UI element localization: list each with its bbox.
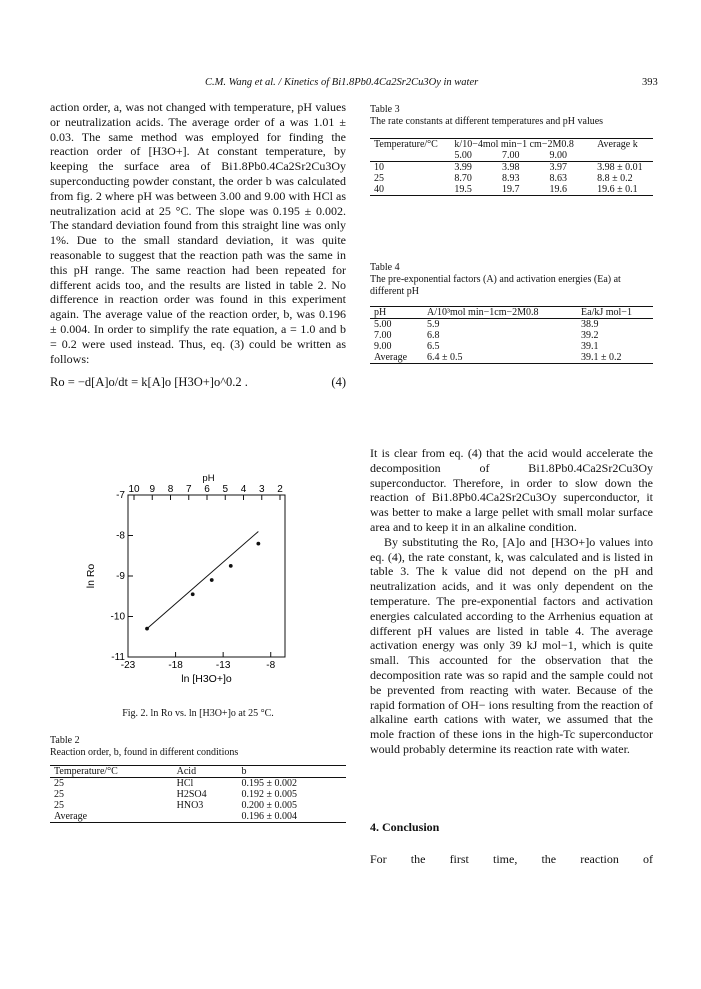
x-tick-label: -8 (266, 660, 276, 671)
table-cell: 25 (54, 789, 64, 800)
table-cell: 39.1 ± 0.2 (577, 352, 653, 364)
data-point (229, 564, 233, 568)
table-cell: Average (50, 811, 173, 823)
table-row (50, 800, 346, 811)
right-column (370, 446, 653, 757)
table-row (370, 319, 653, 331)
table-title: The rate constants at different temperatures and pH values (370, 116, 604, 127)
table-cell: 19.6 (546, 184, 594, 196)
table-cell: 25 (54, 800, 64, 811)
word: time, (493, 852, 518, 866)
table-cell: 39.2 (581, 330, 599, 341)
plot-frame (128, 495, 285, 657)
table-cell: 25 (374, 173, 384, 184)
table-cell: 10 (370, 162, 450, 174)
table-label: Table 4 (370, 262, 400, 273)
table-cell: 19.6 ± 0.1 (593, 184, 653, 196)
top-tick-label: 7 (185, 484, 192, 495)
table-cell: 0.196 ± 0.004 (238, 811, 346, 823)
table-cell: 6.5 (427, 341, 440, 352)
table-cell: Average (370, 352, 423, 364)
table-cell (370, 150, 450, 162)
data-point (191, 592, 195, 596)
word: the (541, 852, 557, 866)
table-cell: 5.00 (370, 319, 423, 331)
y-tick-label: -11 (111, 652, 125, 663)
y-tick-label: -9 (116, 571, 125, 582)
top-axis-label: pH (202, 473, 215, 484)
equation-4 (50, 375, 346, 390)
data-point (210, 578, 214, 582)
table-header-row (370, 307, 653, 319)
table-header-row (50, 766, 346, 778)
data-point (256, 542, 260, 546)
y-tick-label: -7 (116, 490, 125, 501)
table-cell: 5.9 (423, 319, 577, 331)
table-cell: 19.7 (498, 184, 546, 196)
table-cell: 3.97 (546, 162, 594, 174)
left-column (50, 100, 346, 366)
column-header: pH (370, 307, 423, 319)
chart-svg (80, 467, 300, 703)
column-header: Ea/kJ mol−1 (577, 307, 653, 319)
column-header: Average k (593, 139, 653, 151)
x-tick-label: -18 (168, 660, 183, 671)
table-cell: 8.63 (549, 173, 568, 184)
top-tick-label: 8 (167, 484, 174, 495)
running-title: C.M. Wang et al. / Kinetics of Bi1.8Pb0.4Ca2Sr2Cu3Oy in water (205, 77, 479, 88)
table-4 (370, 262, 653, 364)
section-heading: 4. Conclusion (370, 820, 440, 834)
ph-value: 5.00 (454, 150, 472, 161)
body-paragraph: action order, a, was not changed with temperature, pH values or neutralization acids. The average order of a was 1.01 ± 0.03. The same method was employed for finding the reaction order of [H3O+]. At constant temperature, by keeping the surface area of Bi1.8Pb0.4Ca2Sr2Cu3Oy superconducting powder constant, the order b was calculated from fig. 2 where pH was between 3.00 and 9.00 with HCl as neutralization acid at 25 °C. The slope was 0.195 ± 0.002. The standard deviation found from this straight line was only 1%. Due to the small standard deviation, it was quite reasonable to suggest that the reaction path was the same in this pH range. The same reaction had been repeated for different acids too, and the results are listed in table 2. No difference in reaction order was found in this experiment again. The average value of the reaction order, b, was 0.196 ± 0.004. In order to simplify the rate equation, a = 1.0 and b = 0.2 were used instead. Thus, eq. (3) could be written as follows: (50, 100, 346, 366)
word: reaction (580, 852, 619, 866)
figure-2 (80, 467, 300, 703)
column-header: Acid (173, 766, 238, 778)
y-tick-label: -8 (116, 530, 125, 542)
page-number: 393 (642, 77, 658, 88)
table-cell: 39.1 (581, 341, 599, 352)
table-cell: 38.9 (577, 319, 653, 331)
top-tick-label: 10 (128, 484, 140, 495)
table-row (50, 811, 346, 823)
table-cell: 8.70 (454, 173, 472, 184)
table-label: Table 2 (50, 735, 80, 746)
table-3 (370, 104, 653, 196)
table-cell: HNO3 (176, 800, 204, 811)
table (370, 306, 653, 364)
equation-number: (4) (331, 375, 346, 389)
table-cell (173, 811, 238, 823)
table-cell: 19.5 (450, 184, 498, 196)
column-header: Temperature/°C (370, 139, 450, 151)
table-row (370, 341, 653, 352)
table-title: Reaction order, b, found in different conditions (50, 747, 239, 758)
top-tick-label: 4 (240, 484, 247, 495)
column-header: k/10−4mol min−1 cm−2M0.8 (450, 139, 593, 151)
table-row (370, 162, 653, 174)
word: For (370, 852, 387, 866)
ph-value: 9.00 (549, 150, 568, 161)
ph-value: 7.00 (501, 150, 520, 161)
table-cell: 3.98 ± 0.01 (593, 162, 653, 174)
body-paragraph: It is clear from eq. (4) that the acid would accelerate the decomposition of Bi1.8Pb0.4Ca2Sr2Cu3Oy superconductor. Therefore, in order to slow down the reaction of Bi1.8Pb0.4Ca2Sr2Cu3Oy superconductor, it was better to make a large pellet with small molar surface area and to keep it in an alkaline condition. (370, 446, 653, 534)
x-tick-label: -13 (215, 660, 231, 671)
table-cell: 0.192 ± 0.005 (241, 789, 298, 800)
table-title: The pre-exponential factors (A) and activation energies (Ea) at different pH (370, 274, 621, 297)
last-line (370, 852, 653, 867)
top-tick-label: 6 (204, 484, 210, 495)
x-axis-label: ln [H3O+]o (181, 673, 232, 685)
top-tick-label: 2 (277, 484, 283, 495)
y-axis-label: ln Ro (85, 563, 97, 589)
column-header: b (238, 766, 346, 778)
table-cell: 40 (370, 184, 450, 196)
table-row (370, 184, 653, 196)
body-paragraph: By substituting the Ro, [A]o and [H3O+]o values into eq. (4), the rate constant, k, was calculated and is listed in table 3. The k value did not depend on the pH and neutralization acids, and it was only dependent on the temperature. The pre-exponential factors and activation energies calculated according to the Arrhenius equation at different pH values are listed in table 4. The average activation energy was only 39 kJ mol−1, which is quite small. This accounted for the observation that the decomposition rate was so rapid and the sample could not be prevented from reacting with water. Because of the rapid formation of OH− ions resulting from the reaction of alkaline earth cations with water, we assumed that the mole fraction of these ions in the high-Tc superconductor would probably determine its reaction rate with water. (370, 534, 653, 756)
table-cell: 3.98 (498, 162, 546, 174)
table-cell: 3.99 (450, 162, 498, 174)
table-cell: 6.4 ± 0.5 (423, 352, 577, 364)
table (50, 765, 346, 823)
table-cell: 0.195 ± 0.002 (238, 778, 346, 790)
table-cell: 6.8 (427, 330, 440, 341)
table-row (370, 330, 653, 341)
table-header-row (370, 139, 653, 151)
word: first (449, 852, 469, 866)
table-cell: H2SO4 (176, 789, 207, 800)
table-cell: 7.00 (374, 330, 392, 341)
table-2 (50, 735, 346, 823)
word: of (643, 852, 653, 866)
table-row (370, 352, 653, 364)
table-cell (593, 150, 653, 162)
table-row (50, 789, 346, 800)
equation-text: Ro = −d[A]o/dt = k[A]o [H3O+]o^0.2 . (50, 375, 248, 389)
column-header: A/10³mol min−1cm−2M0.8 (423, 307, 577, 319)
figure-caption: Fig. 2. ln Ro vs. ln [H3O+]o at 25 °C. (122, 708, 274, 719)
table-cell: 8.93 (501, 173, 520, 184)
table-cell: HCl (173, 778, 238, 790)
table-cell: 25 (50, 778, 173, 790)
fit-line (147, 531, 258, 628)
top-tick-label: 3 (258, 484, 265, 495)
column-header: Temperature/°C (50, 766, 173, 778)
ph-subheader-row (370, 150, 653, 162)
y-tick-label: -10 (110, 611, 125, 623)
table-cell: 0.200 ± 0.005 (241, 800, 298, 811)
table-row (370, 173, 653, 184)
table (370, 138, 653, 196)
table-cell: 8.8 ± 0.2 (597, 173, 633, 184)
top-tick-label: 5 (222, 484, 229, 495)
table-cell: 9.00 (374, 341, 392, 352)
word: the (410, 852, 426, 866)
x-tick-label: -23 (120, 660, 136, 671)
table-label: Table 3 (370, 104, 400, 115)
table-row (50, 778, 346, 790)
top-tick-label: 9 (149, 484, 156, 495)
data-point (145, 627, 149, 631)
